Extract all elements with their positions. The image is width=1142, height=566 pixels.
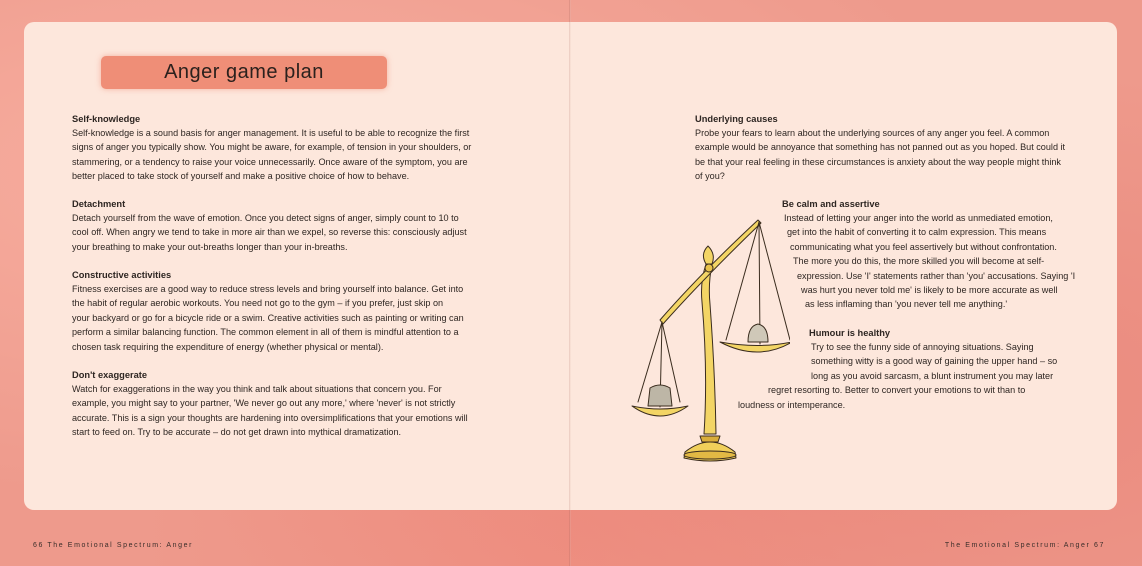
body-line: Try to see the funny side of annoying situations. Saying — [811, 342, 1034, 352]
body-line: start to feed on. Try to be accurate – do not get drawn into mythical dramatization. — [72, 427, 402, 438]
body-line: as less inflaming than 'you never tell me anything.' — [805, 299, 1008, 310]
body-line: Self-knowledge is a sound basis for anger management. It is useful to be able to recognize the first — [72, 128, 470, 138]
section-body — [72, 126, 471, 184]
section-heading: Self-knowledge — [72, 114, 141, 124]
body-line: expression. Use 'I' statements rather than 'you' accusations. Saying 'I — [797, 270, 1076, 281]
footer-right: The Emotional Spectrum: Anger 67 — [944, 542, 1105, 549]
body-line: your backyard or go for a bicycle ride or a swim. Creative activities such as painting or writing can — [72, 312, 464, 323]
section-heading: Be calm and assertive — [782, 199, 880, 209]
section-heading: Don't exaggerate — [72, 370, 148, 380]
section-body — [780, 211, 1075, 312]
section-body — [72, 211, 467, 254]
body-line: better placed to take stock of yourself and make a positive choice of how to behave. — [72, 171, 410, 182]
body-line: Instead of letting your anger into the world as unmediated emotion, — [784, 213, 1053, 223]
body-line: example would be annoyance that something has not panned out as you hoped. But could it — [695, 142, 1066, 153]
body-line: signs of anger you typically show. You might be aware, for example, of tension in your shoulders, or — [72, 142, 472, 153]
section-constructive-activities — [72, 269, 464, 354]
section-detachment — [72, 198, 467, 254]
section-heading: Underlying causes — [695, 114, 778, 124]
section-dont-exaggerate — [72, 369, 468, 440]
section-underlying-causes — [695, 113, 1065, 184]
section-heading: Detachment — [72, 199, 126, 209]
balance-scales-icon — [630, 212, 790, 472]
body-line: Fitness exercises are a good way to reduce stress levels and bring yourself into balance. Get into — [72, 284, 464, 294]
section-heading: Humour is healthy — [809, 328, 891, 338]
body-line: regret resorting to. Better to convert your emotions to wit than to — [768, 385, 1026, 396]
body-line: communicating what you feel assertively but without confrontation. — [790, 241, 1057, 252]
body-line: Watch for exaggerations in the way you think and talk about situations that concern you. For — [72, 384, 442, 394]
body-line: loudness or intemperance. — [738, 399, 846, 410]
body-line: cool off. When angry we tend to take in more air than we expel, so reverse this: consciously adjust — [72, 227, 467, 238]
section-body — [72, 382, 468, 440]
body-line: chosen task requiring the expenditure of energy (whether physical or mental). — [72, 341, 384, 352]
body-line: Probe your fears to learn about the underlying sources of any anger you feel. A common — [695, 128, 1050, 138]
body-line: the habit of regular aerobic workouts. You need not go to the gym – if you prefer, just skip on — [72, 298, 444, 309]
panel-fold — [569, 22, 571, 510]
body-line: accurate. This is a sign your thoughts are hardening into oversimplifications that your emotions will — [72, 412, 468, 423]
body-line: perform a similar balancing function. The common element in all of them is mindful attention to a — [72, 327, 459, 338]
section-body — [695, 126, 1065, 184]
section-body — [72, 282, 464, 354]
body-line: be that your real feeling in these circumstances is anxiety about the way people might think — [695, 156, 1061, 167]
body-line: your breathing to make your out-breaths longer than your in-breaths. — [72, 241, 348, 252]
body-line: something witty is a good way of gaining the upper hand – so — [811, 356, 1058, 367]
section-heading: Constructive activities — [72, 270, 172, 280]
section-be-calm-and-assertive — [780, 198, 1075, 312]
body-line: Detach yourself from the wave of emotion. Once you detect signs of anger, simply count to 10 to — [72, 213, 459, 223]
footer-left: 66 The Emotional Spectrum: Anger — [33, 542, 194, 549]
section-self-knowledge — [72, 113, 471, 184]
body-line: The more you do this, the more skilled you will become at self- — [793, 256, 1045, 267]
body-line: was hurt you never told me' is likely to be more accurate as well — [801, 285, 1058, 296]
body-line: get into the habit of converting it to calm expression. This means — [787, 227, 1047, 238]
page-title: Anger game plan — [164, 61, 324, 83]
body-line: stammering, or a tendency to raise your voice unnecessarily. Once aware of the symptom, you are — [72, 156, 468, 167]
body-line: of you? — [695, 171, 725, 182]
body-line: example, you might say to your partner, 'We never go out any more,' where 'never' is not strictly — [72, 398, 456, 409]
body-line: long as you avoid sarcasm, a blunt instrument you may later — [811, 370, 1054, 381]
